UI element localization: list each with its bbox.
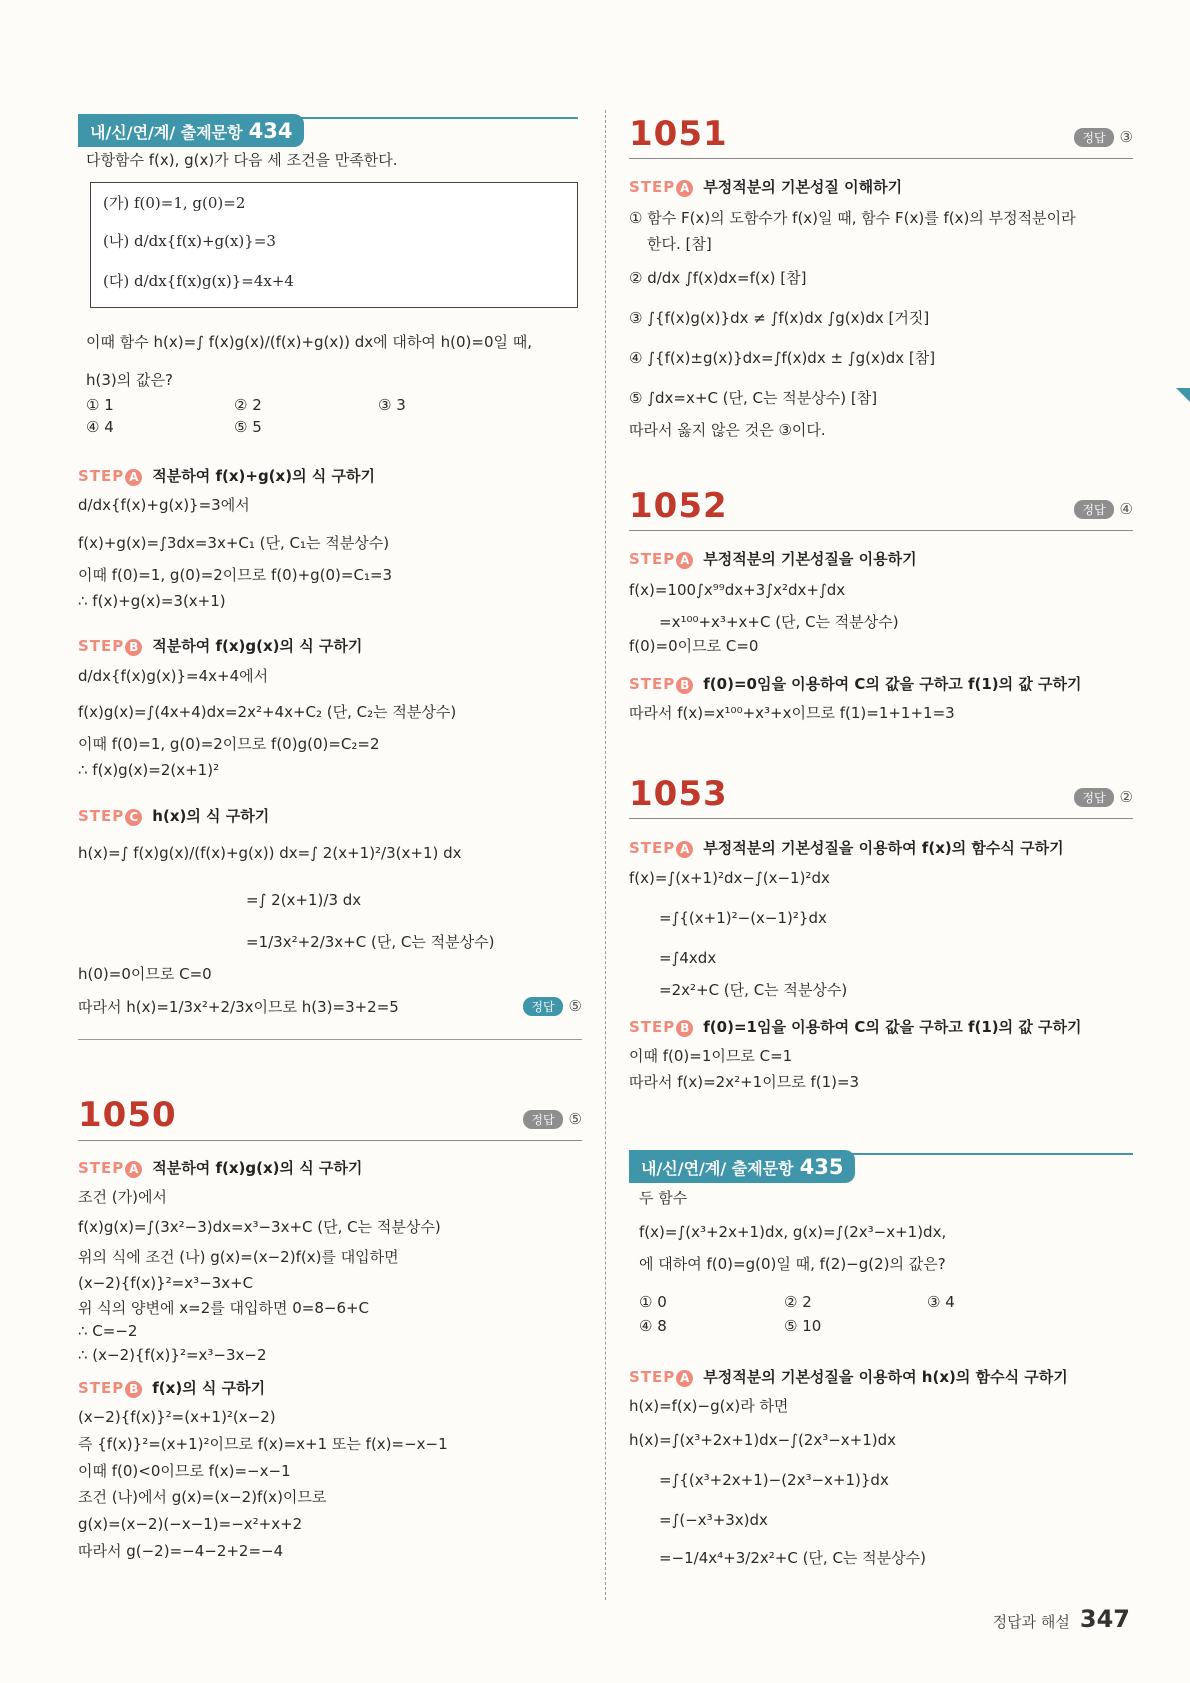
problem-rule — [629, 158, 1133, 159]
step-c-line-1: h(x)=∫ f(x)g(x)/(f(x)+g(x)) dx=∫ 2(x+1)²/3(x+1) dx — [78, 844, 462, 862]
choice-3: ③ 3 — [378, 396, 406, 414]
q435-choice-3: ③ 4 — [927, 1293, 955, 1311]
step-c-title: h(x)의 식 구하기 — [152, 807, 270, 825]
q435-choice-5: ⑤ 10 — [784, 1317, 822, 1335]
q435-line-1: 두 함수 — [639, 1189, 688, 1207]
statement-1-cont: 한다. [참] — [647, 235, 712, 253]
condition-box — [90, 182, 578, 308]
step-a-line-3: 이때 f(0)=1, g(0)=2이므로 f(0)+g(0)=C₁=3 — [78, 566, 393, 584]
step-a-line-1: d/dx{f(x)+g(x)}=3에서 — [78, 496, 250, 514]
step-a-title: 부정적분의 기본성질을 이용하여 h(x)의 함수식 구하기 — [703, 1368, 1068, 1386]
step-a-heading — [629, 1366, 1068, 1387]
badge-number: 435 — [799, 1155, 844, 1179]
step-a-line-2: h(x)=∫(x³+2x+1)dx−∫(2x³−x+1)dx — [629, 1431, 897, 1449]
step-b-heading — [78, 635, 362, 656]
badge-label: 내/신/연/계/ 출제문항 — [641, 1159, 794, 1178]
intro-text: 다항함수 f(x), g(x)가 다음 세 조건을 만족한다. — [86, 151, 398, 169]
step-a-heading — [629, 176, 902, 197]
step-a-title: 부정적분의 기본성질을 이용하여 f(x)의 함수식 구하기 — [703, 839, 1064, 857]
step-label: STEP — [629, 178, 676, 196]
q435-choice-1: ① 0 — [639, 1293, 667, 1311]
answer-1052 — [1074, 500, 1133, 519]
problem-rule — [78, 1140, 582, 1141]
step-a-title: 적분하여 f(x)g(x)의 식 구하기 — [152, 1159, 363, 1177]
step-a-title: 적분하여 f(x)+g(x)의 식 구하기 — [152, 467, 375, 485]
step-label: STEP — [629, 550, 676, 568]
answer-value: ⑤ — [568, 997, 582, 1015]
answer-tag: 정답 — [1074, 128, 1113, 147]
step-a-line-2: =∫{(x+1)²−(x−1)²}dx — [659, 909, 827, 927]
problem-number-1053: 1053 — [629, 774, 728, 814]
step-a-line-1: h(x)=f(x)−g(x)라 하면 — [629, 1397, 789, 1415]
page-footer — [993, 1605, 1130, 1633]
step-c-line-3: =1/3x²+2/3x+C (단, C는 적분상수) — [246, 933, 495, 951]
condition-1: (가) f(0)=1, g(0)=2 — [103, 194, 246, 212]
step-a-heading — [78, 465, 375, 486]
step-a-line-1: f(x)=∫(x+1)²dx−∫(x−1)²dx — [629, 869, 830, 887]
step-a-heading — [78, 1157, 362, 1178]
step-c-heading — [78, 805, 269, 826]
answer-tag: 정답 — [523, 1110, 562, 1129]
step-c-line-5: 따라서 h(x)=1/3x²+2/3x이므로 h(3)=3+2=5 — [78, 998, 399, 1016]
step-label: STEP — [629, 1368, 676, 1386]
step-b-line-2: 즉 {f(x)}²=(x+1)²이므로 f(x)=x+1 또는 f(x)=−x−1 — [78, 1435, 448, 1453]
step-a-line-5: =−1/4x⁴+3/2x²+C (단, C는 적분상수) — [659, 1549, 926, 1567]
step-a-line-2: f(x)g(x)=∫(3x²−3)dx=x³−3x+C (단, C는 적분상수) — [78, 1218, 441, 1236]
step-a-line-6: ∴ C=−2 — [78, 1322, 138, 1340]
step-a-marker: A — [125, 469, 142, 486]
answer-tag: 정답 — [1074, 500, 1113, 519]
step-b-title: f(0)=1임을 이용하여 C의 값을 구하고 f(1)의 값 구하기 — [703, 1018, 1082, 1036]
step-a-marker: A — [676, 180, 693, 197]
step-b-line-1: 이때 f(0)=1이므로 C=1 — [629, 1047, 793, 1065]
badge-rule — [278, 117, 578, 119]
answer-value: ② — [1119, 788, 1133, 806]
step-a-title: 부정적분의 기본성질 이해하기 — [703, 178, 903, 196]
step-b-title: f(x)의 식 구하기 — [152, 1379, 266, 1397]
step-label: STEP — [78, 637, 125, 655]
choice-2: ② 2 — [234, 396, 262, 414]
problem-rule — [629, 818, 1133, 819]
step-a-line-2: =x¹⁰⁰+x³+x+C (단, C는 적분상수) — [659, 613, 899, 631]
step-b-line-3: 이때 f(0)<0이므로 f(x)=−x−1 — [78, 1462, 291, 1480]
step-a-line-3: =∫{(x³+2x+1)−(2x³−x+1)}dx — [659, 1471, 889, 1489]
step-label: STEP — [629, 675, 676, 693]
step-b-line-2: f(x)g(x)=∫(4x+4)dx=2x²+4x+C₂ (단, C₂는 적분상수) — [78, 703, 457, 721]
step-a-line-7: ∴ (x−2){f(x)}²=x³−3x−2 — [78, 1346, 267, 1364]
step-a-line-3: f(0)=0이므로 C=0 — [629, 637, 759, 655]
step-a-line-5: 위 식의 양변에 x=2를 대입하면 0=8−6+C — [78, 1299, 370, 1317]
step-a-marker: A — [676, 1370, 693, 1387]
q435-choice-4: ④ 8 — [639, 1317, 667, 1335]
step-a-heading — [629, 548, 917, 569]
step-label: STEP — [78, 807, 125, 825]
step-a-line-4: =2x²+C (단, C는 적분상수) — [659, 981, 848, 999]
problem-badge-434 — [78, 114, 304, 147]
step-b-heading — [78, 1377, 265, 1398]
step-a-heading — [629, 837, 1064, 858]
step-a-line-3: =∫4xdx — [659, 949, 717, 967]
condition-3: (다) d/dx{f(x)g(x)}=4x+4 — [103, 272, 294, 290]
question-line-2: h(3)의 값은? — [86, 371, 173, 389]
badge-rule — [829, 1153, 1133, 1155]
statement-1: ① 함수 F(x)의 도함수가 f(x)일 때, 함수 F(x)를 f(x)의 부정적분이라 — [629, 209, 1076, 227]
q435-line-2: f(x)=∫(x³+2x+1)dx, g(x)=∫(2x³−x+1)dx, — [639, 1223, 947, 1241]
step-c-marker: C — [125, 809, 142, 826]
step-a-line-4: =∫(−x³+3x)dx — [659, 1511, 768, 1529]
step-b-marker: B — [125, 639, 142, 656]
step-a-line-1: f(x)=100∫x⁹⁹dx+3∫x²dx+∫dx — [629, 581, 846, 599]
step-a-marker: A — [676, 552, 693, 569]
step-b-line-2: 따라서 f(x)=2x²+1이므로 f(1)=3 — [629, 1073, 860, 1091]
page-number: 347 — [1079, 1605, 1130, 1633]
badge-number: 434 — [248, 119, 293, 143]
step-b-title: f(0)=0임을 이용하여 C의 값을 구하고 f(1)의 값 구하기 — [703, 675, 1082, 693]
step-b-marker: B — [125, 1381, 142, 1398]
problem-number-1050: 1050 — [78, 1095, 177, 1135]
problem-number-1051: 1051 — [629, 114, 728, 154]
answer-value: ⑤ — [568, 1110, 582, 1128]
step-a-marker: A — [676, 841, 693, 858]
statement-2: ② d/dx ∫f(x)dx=f(x) [참] — [629, 269, 807, 287]
step-b-title: 적분하여 f(x)g(x)의 식 구하기 — [152, 637, 363, 655]
step-b-line-5: g(x)=(x−2)(−x−1)=−x²+x+2 — [78, 1515, 303, 1533]
answer-tag: 정답 — [1074, 788, 1113, 807]
statement-3: ③ ∫{f(x)g(x)}dx ≠ ∫f(x)dx ∫g(x)dx [거짓] — [629, 309, 930, 327]
step-label: STEP — [629, 839, 676, 857]
step-a-marker: A — [125, 1161, 142, 1178]
page-tab-marker — [1176, 388, 1190, 402]
statement-4: ④ ∫{f(x)±g(x)}dx=∫f(x)dx ± ∫g(x)dx [참] — [629, 349, 936, 367]
step-a-line-3: 위의 식에 조건 (나) g(x)=(x−2)f(x)를 대입하면 — [78, 1248, 399, 1266]
choice-1: ① 1 — [86, 396, 114, 414]
answer-tag: 정답 — [523, 997, 562, 1016]
step-b-heading — [629, 673, 1082, 694]
problem-rule — [629, 530, 1133, 531]
step-b-line-6: 따라서 g(−2)=−4−2+2=−4 — [78, 1542, 284, 1560]
answer-value: ④ — [1119, 500, 1133, 518]
step-label: STEP — [629, 1018, 676, 1036]
step-b-line-1: d/dx{f(x)g(x)}=4x+4에서 — [78, 667, 269, 685]
step-b-marker: B — [676, 1020, 693, 1037]
answer-1051 — [1074, 128, 1133, 147]
problem-badge-435 — [629, 1150, 855, 1183]
step-b-line-4: 조건 (나)에서 g(x)=(x−2)f(x)이므로 — [78, 1488, 327, 1506]
statement-5: ⑤ ∫dx=x+C (단, C는 적분상수) [참] — [629, 389, 878, 407]
answer-1053 — [1074, 788, 1133, 807]
step-b-line-1: 따라서 f(x)=x¹⁰⁰+x³+x이므로 f(1)=1+1+1=3 — [629, 704, 955, 722]
q435-choice-2: ② 2 — [784, 1293, 812, 1311]
question-line-1: 이때 함수 h(x)=∫ f(x)g(x)/(f(x)+g(x)) dx에 대하여 h(0)=0일 때, — [86, 333, 533, 351]
answer-1050 — [523, 1110, 582, 1129]
q435-line-3: 에 대하여 f(0)=g(0)일 때, f(2)−g(2)의 값은? — [639, 1255, 946, 1273]
step-a-line-4: (x−2){f(x)}²=x³−3x+C — [78, 1274, 254, 1292]
step-label: STEP — [78, 1379, 125, 1397]
step-b-line-1: (x−2){f(x)}²=(x+1)²(x−2) — [78, 1408, 276, 1426]
step-a-line-1: 조건 (가)에서 — [78, 1188, 167, 1206]
step-label: STEP — [78, 467, 125, 485]
step-a-line-4: ∴ f(x)+g(x)=3(x+1) — [78, 592, 226, 610]
footer-text: 정답과 해설 — [992, 1613, 1070, 1631]
badge-label: 내/신/연/계/ 출제문항 — [90, 123, 243, 142]
step-c-line-2: =∫ 2(x+1)/3 dx — [246, 891, 362, 909]
step-a-line-2: f(x)+g(x)=∫3dx=3x+C₁ (단, C₁는 적분상수) — [78, 534, 390, 552]
condition-2: (나) d/dx{f(x)+g(x)}=3 — [103, 232, 276, 250]
step-b-line-4: ∴ f(x)g(x)=2(x+1)² — [78, 761, 220, 779]
choice-4: ④ 4 — [86, 418, 114, 436]
section-rule — [78, 1039, 582, 1040]
step-c-line-4: h(0)=0이므로 C=0 — [78, 965, 212, 983]
step-b-line-3: 이때 f(0)=1, g(0)=2이므로 f(0)g(0)=C₂=2 — [78, 735, 380, 753]
conclusion-1051: 따라서 옳지 않은 것은 ③이다. — [629, 421, 826, 439]
answer-value: ③ — [1119, 128, 1133, 146]
answer-434 — [523, 997, 582, 1016]
problem-number-1052: 1052 — [629, 486, 728, 526]
step-label: STEP — [78, 1159, 125, 1177]
choice-5: ⑤ 5 — [234, 418, 262, 436]
column-divider — [605, 110, 606, 1600]
step-b-heading — [629, 1016, 1082, 1037]
step-b-marker: B — [676, 677, 693, 694]
step-a-title: 부정적분의 기본성질을 이용하기 — [703, 550, 917, 568]
